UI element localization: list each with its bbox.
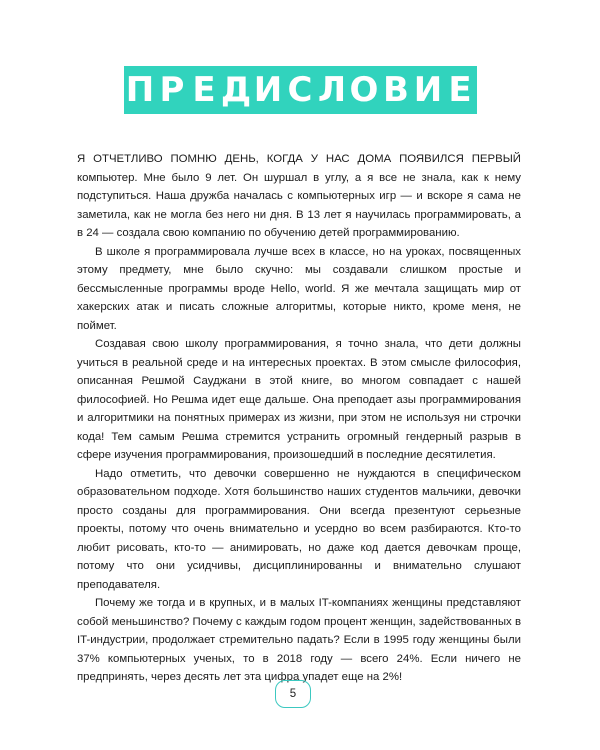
title-letter: И bbox=[412, 66, 445, 114]
lead-in-caps: Я ОТЧЕТЛИВО ПОМНЮ ДЕНЬ, КОГДА У НАС ДОМА ПОЯВИЛСЯ ПЕРВЫЙ bbox=[77, 153, 521, 165]
page-number bbox=[275, 680, 311, 708]
title-letter: Е bbox=[444, 66, 477, 114]
title-letter: О bbox=[348, 66, 381, 114]
paragraph-4: Надо отметить, что девочки совершенно не нуждаются в специфическом образовательном подходе. Хотя большинство наших студентов мальчики, девочки просто созданы для программирования. Они всегда презентуют серьезные проекты, потому что очень внимательно и усердно во всем разбираются. Кто-то любит рисовать, кто-то — анимировать, но даже код дается девочкам проще, потому что они усидчивы, дисциплинированны и внимательно слушают преподавателя. bbox=[77, 467, 521, 591]
body-text bbox=[77, 150, 521, 687]
title-letter: Е bbox=[188, 66, 221, 114]
paragraph-2: В школе я программировала лучше всех в классе, но на уроках, посвященных этому предмету, мне было скучно: мы создавали слишком простые и бессмысленные программы вроде Hello, world. Я же мечтала защищать мир от хакерских атак и писать сложные алгоритмы, которые никто, кроме меня, не поймет. bbox=[77, 245, 521, 332]
title-letter: В bbox=[380, 66, 413, 114]
title-letter: Р bbox=[156, 66, 189, 114]
title-letter: П bbox=[124, 66, 157, 114]
title-letter: Д bbox=[220, 66, 253, 114]
paragraph-3: Создавая свою школу программирования, я точно знала, что дети должны учиться в реальной среде и на интересных проектах. В этом смысле философия, описанная Решмой Сауджани в этой книге, во многом совпадает с нашей философией. Но Решма идет еще дальше. Она преподает азы программирования и алгоритмики на понятных примерах из жизни, при этом не используя ни строчки кода! Тем самым Решма стремится устранить огромный гендерный разрыв в сфере изучения программирования, произошедший в последние десятилетия. bbox=[77, 338, 521, 461]
paragraph-1 bbox=[77, 150, 521, 243]
chapter-title bbox=[124, 66, 476, 114]
paragraph-1-text: компьютер. Мне было 9 лет. Он шуршал в углу, а я все не знала, как к нему подступиться. Наша дружба началась с компьютерных игр — и вскоре я сама не заметила, как не могла без него ни дня. В 13 лет я научилась программировать, а в 24 — создала свою компанию по обучению детей программированию. bbox=[77, 171, 521, 239]
title-letter: И bbox=[252, 66, 285, 114]
title-letter: С bbox=[284, 66, 317, 114]
page-number-label: 5 bbox=[289, 688, 297, 700]
paragraph-5: Почему же тогда и в крупных, и в малых IT-компаниях женщины представляют собой меньшинство? Почему с каждым годом процент женщин, задействованных в IT-индустрии, продолжает стремительно падать? Если в 1995 году женщины были 37% компьютерных ученых, то в 2018 году — всего 24%. Если ничего не предпринять, через десять лет эта цифра упадет еще на 2%! bbox=[77, 597, 521, 683]
chapter-heading bbox=[0, 66, 600, 114]
title-letter: Л bbox=[316, 66, 349, 114]
